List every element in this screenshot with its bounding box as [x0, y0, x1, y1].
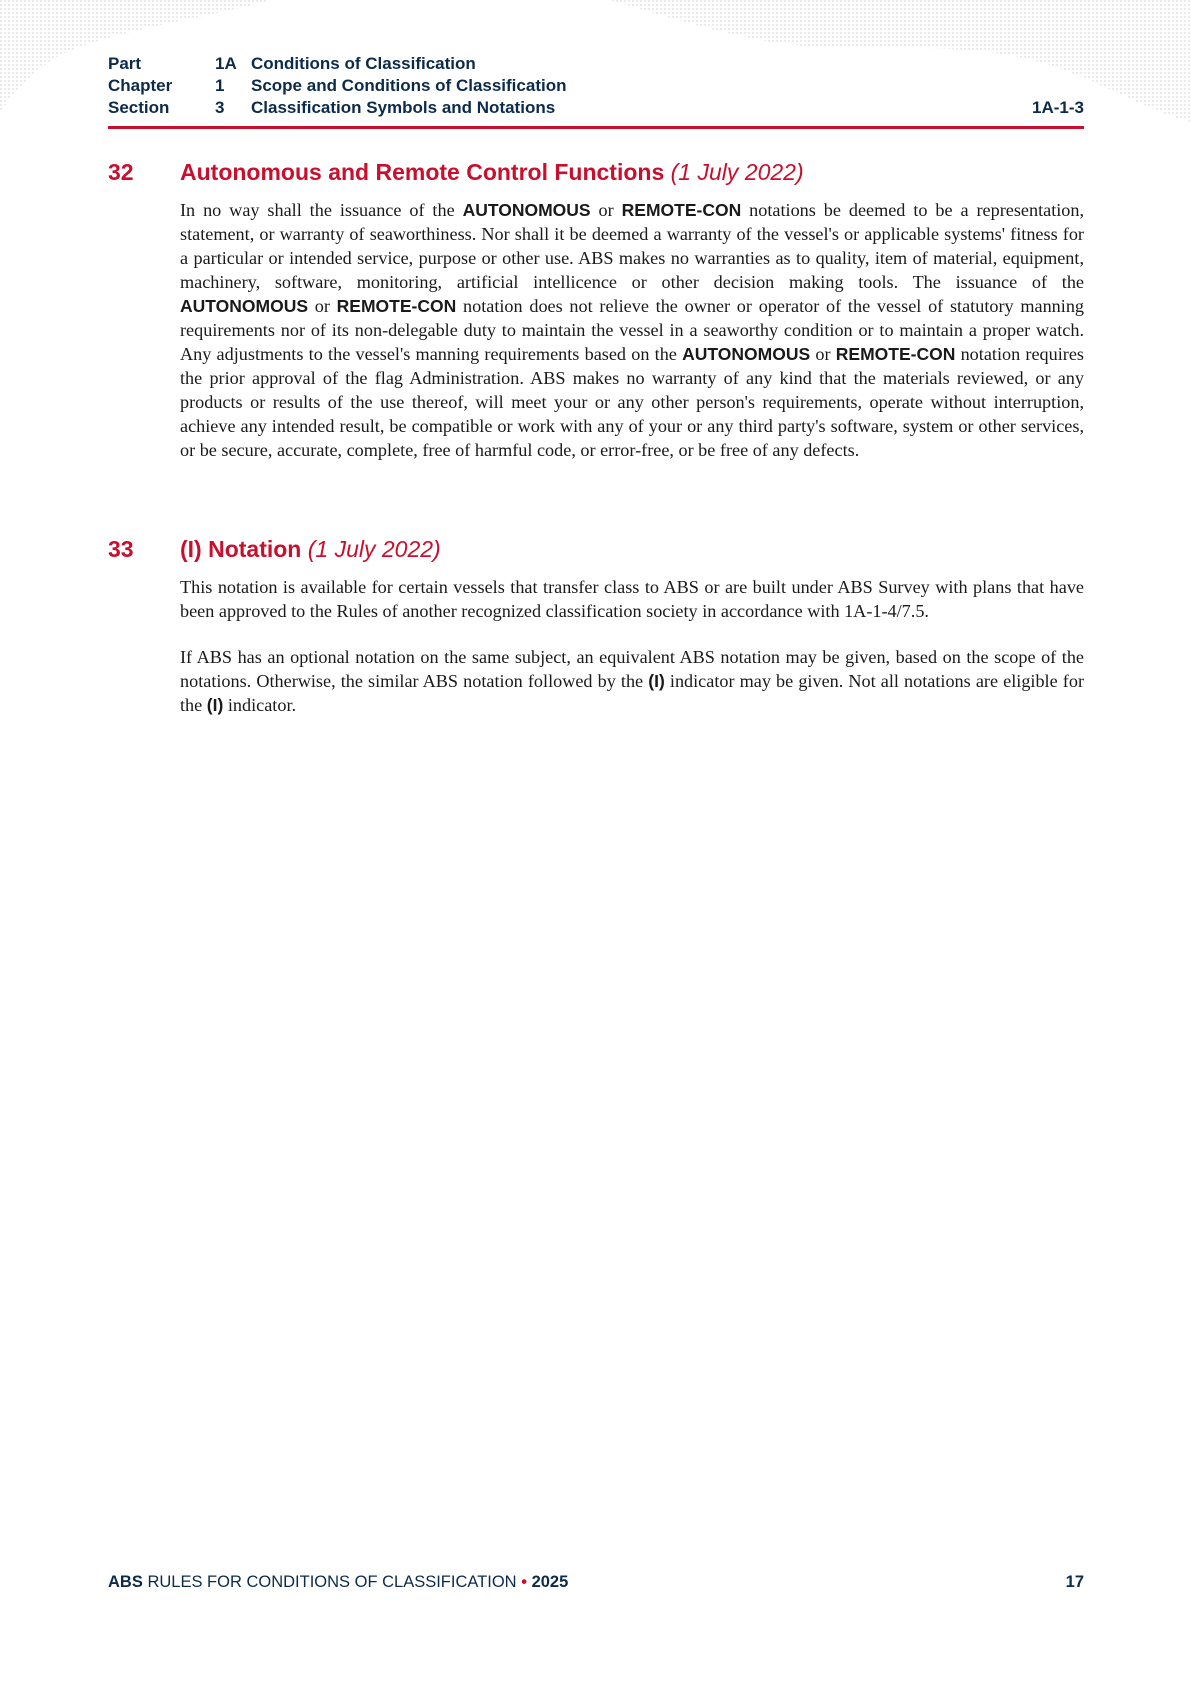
section-32-paragraph	[180, 198, 1084, 462]
section-number: 3	[215, 98, 225, 117]
section-label: Section	[108, 98, 170, 117]
header-part-row	[108, 53, 1084, 75]
remote-con-notation: REMOTE-CON	[336, 296, 457, 316]
section-title: Classification Symbols and Notations	[251, 98, 556, 117]
s32-or-1: or	[598, 200, 614, 220]
s32-text-4: notation requires the prior approval of the flag Administration. ABS makes no warranty of any kind that the materials reviewed, or any products or results of the use thereof, will meet your or any other person's requirements, operate without interruption, achieve any intended result, be compatible or work with any of your or any third party's software, system or other services, or be secure, accurate, complete, free of harmful code, or error-free, or be free of any defects.	[180, 344, 1084, 460]
section-32-title: Autonomous and Remote Control Functions	[180, 159, 665, 185]
running-header	[108, 53, 1084, 119]
section-33-number: 33	[108, 536, 134, 562]
page-footer	[108, 1570, 1084, 1594]
section-32	[108, 157, 1084, 462]
section-33-title: (I) Notation	[180, 536, 302, 562]
chapter-title: Scope and Conditions of Classification	[251, 76, 567, 95]
s33-text-3: indicator.	[227, 695, 297, 715]
s32-or-2: or	[314, 296, 330, 316]
section-33-paragraph-1: This notation is available for certain vessels that transfer class to ABS or are built under ABS Survey with plans that have been approved to the Rules of another recognized classification society in accordance with 1A-1-4/7.5.	[180, 577, 1084, 621]
abs-brand: ABS	[108, 1573, 143, 1591]
autonomous-notation: AUTONOMOUS	[180, 296, 309, 316]
s32-text-2: notations be deemed to be a representation, statement, or warranty of seaworthiness. Nor shall it be deemed a warranty of the vessel's or applicable systems' fitness for a particular or intended service, purpose or other use. ABS makes no warranties as to quality, item of material, equipment, machinery, software, monitoring, artificial intellicence or other decision making tools. The issuance of the	[180, 200, 1085, 292]
page-number: 17	[1065, 1573, 1084, 1591]
footer-document-title	[108, 1570, 568, 1594]
footer-year: 2025	[531, 1573, 569, 1591]
header-section-row	[108, 97, 1084, 119]
autonomous-notation: AUTONOMOUS	[462, 200, 591, 220]
s32-text-3: notation does not relieve the owner or operator of the vessel of statutory manning requirements nor of its non-delegable duty to maintain the vessel in a seaworthy condition or to maintain a proper watch. Any adjustments to the vessel's manning requirements based on the	[180, 296, 1085, 364]
s32-or-3: or	[815, 344, 831, 364]
part-title: Conditions of Classification	[251, 54, 476, 73]
s33-text-1: If ABS has an optional notation on the same subject, an equivalent ABS notation may be given, based on the scope of the notations. Otherwise, the similar ABS notation followed by the	[180, 647, 1084, 691]
header-rule	[108, 126, 1084, 129]
header-chapter-row	[108, 75, 1084, 97]
section-32-title-group	[180, 157, 804, 187]
i-indicator: (I)	[648, 671, 665, 691]
s33-text-2: indicator may be given. Not all notations are eligible for the	[180, 671, 1084, 715]
i-indicator: (I)	[206, 695, 224, 715]
footer-title: RULES FOR CONDITIONS OF CLASSIFICATION	[147, 1573, 517, 1591]
section-32-date: (1 July 2022)	[670, 159, 804, 185]
page-reference: 1A-1-3	[1032, 98, 1084, 117]
footer-bullet: •	[521, 1573, 527, 1591]
autonomous-notation: AUTONOMOUS	[682, 344, 811, 364]
section-33-paragraph-2	[180, 645, 1084, 717]
remote-con-notation: REMOTE-CON	[621, 200, 742, 220]
section-33	[108, 534, 1084, 717]
section-32-heading	[108, 157, 1084, 187]
s32-text-1: In no way shall the issuance of the	[180, 200, 455, 220]
part-number: 1A	[215, 54, 237, 73]
section-33-heading	[108, 534, 1084, 564]
remote-con-notation: REMOTE-CON	[835, 344, 956, 364]
section-33-date: (1 July 2022)	[307, 536, 441, 562]
section-32-number: 32	[108, 159, 134, 185]
chapter-number: 1	[215, 76, 225, 95]
section-33-title-group	[180, 534, 441, 564]
part-label: Part	[108, 54, 142, 73]
chapter-label: Chapter	[108, 76, 173, 95]
